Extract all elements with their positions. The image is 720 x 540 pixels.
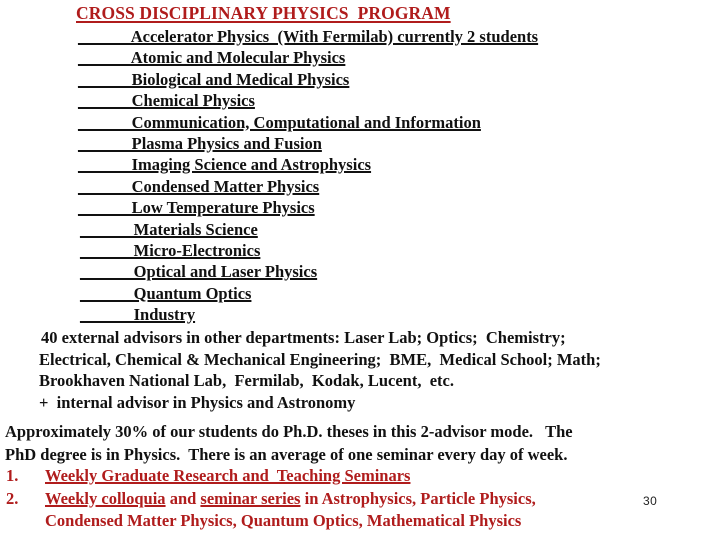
discipline-label: ______ Plasma Physics and Fusion <box>78 133 322 153</box>
discipline-label: ______ Low Temperature Physics <box>78 198 315 218</box>
seminar-item <box>6 465 720 488</box>
seminar-item-body <box>45 465 720 488</box>
external-advisors-block <box>41 327 701 413</box>
discipline-row <box>0 154 720 175</box>
discipline-label: ______ Communication, Computational and Information <box>78 112 481 132</box>
discipline-label: ______ Atomic and Molecular Physics <box>78 48 346 68</box>
discipline-row <box>0 69 720 90</box>
discipline-row <box>0 283 720 304</box>
advisor-line: Electrical, Chemical & Mechanical Engineering; BME, Medical School; Math; <box>39 349 601 369</box>
seminar-link-text[interactable]: seminar series <box>200 488 301 508</box>
seminar-item-body <box>45 488 720 533</box>
seminar-link-text[interactable]: Weekly colloquia <box>45 488 166 508</box>
closing-line: PhD degree is in Physics. There is an average of one seminar every day of week. <box>5 444 568 464</box>
seminar-numbered-list <box>6 465 720 533</box>
discipline-row <box>0 112 720 133</box>
discipline-label: ______ Materials Science <box>80 219 258 239</box>
page-title: CROSS DISCIPLINARY PHYSICS PROGRAM <box>76 3 451 23</box>
discipline-row <box>0 133 720 154</box>
discipline-row <box>0 219 720 240</box>
seminar-plain-text: and <box>165 488 201 508</box>
advisor-line: + internal advisor in Physics and Astronomy <box>39 392 356 412</box>
discipline-label: ______ Industry <box>80 305 196 325</box>
closing-line: Approximately 30% of our students do Ph.D. theses in this 2-advisor mode. The <box>5 422 573 441</box>
discipline-row <box>0 176 720 197</box>
discipline-row <box>0 47 720 68</box>
seminar-item-number: 1. <box>6 466 19 485</box>
discipline-label: ______ Micro-Electronics <box>80 240 261 260</box>
advisor-line: Brookhaven National Lab, Fermilab, Kodak, Lucent, etc. <box>39 371 454 390</box>
discipline-list <box>0 26 720 325</box>
discipline-label: ______ Chemical Physics <box>78 91 255 111</box>
discipline-label: ______ Biological and Medical Physics <box>78 69 350 89</box>
discipline-row <box>0 261 720 282</box>
seminar-plain-text: in Astrophysics, Particle Physics, <box>300 488 536 508</box>
discipline-label: ______ Imaging Science and Astrophysics <box>78 155 372 175</box>
discipline-row <box>0 26 720 47</box>
discipline-label: ______ Condensed Matter Physics <box>78 176 320 196</box>
discipline-row <box>0 240 720 261</box>
discipline-row <box>0 197 720 218</box>
seminar-item-continuation: Condensed Matter Physics, Quantum Optics, Mathematical Physics <box>45 511 522 530</box>
discipline-label: ______ Accelerator Physics (With Fermilab) currently 2 students <box>78 27 539 46</box>
discipline-row <box>0 304 720 325</box>
seminar-item-number: 2. <box>6 488 19 508</box>
page-number: 30 <box>643 494 658 508</box>
seminar-item <box>6 488 720 533</box>
discipline-label: ______ Optical and Laser Physics <box>80 262 318 282</box>
seminar-link-text[interactable]: Weekly Graduate Research and Teaching Seminars <box>45 466 411 485</box>
discipline-row <box>0 90 720 111</box>
closing-paragraph <box>5 421 717 466</box>
discipline-label: ______ Quantum Optics <box>80 283 252 303</box>
advisor-line: 40 external advisors in other departments: Laser Lab; Optics; Chemistry; <box>41 328 566 347</box>
